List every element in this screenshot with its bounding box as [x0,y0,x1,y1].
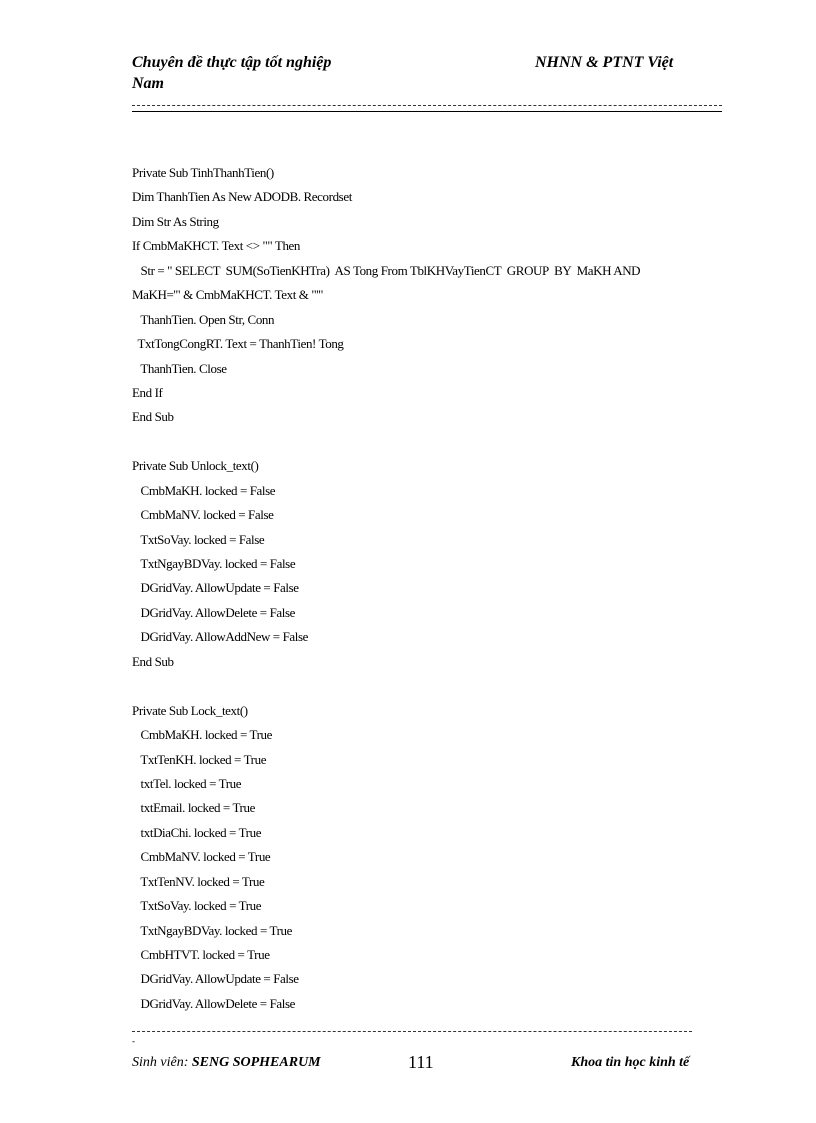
header-title-continuation: Nam [132,75,164,92]
code-line: End If [132,384,163,400]
code-line: CmbMaKH. locked = True [132,727,272,743]
page-number: 111 [408,1052,434,1072]
code-line: TxtNgayBDVay. locked = False [132,556,296,571]
code-line: TxtTenNV. locked = True [132,873,265,889]
footer-department: Khoa tin học kinh tế [571,1055,690,1070]
code-line: DGridVay. AllowUpdate = False [132,580,299,596]
header-dashed-rule [132,105,722,106]
header-solid-rule [132,111,722,112]
code-line: DGridVay. AllowAddNew = False [132,629,309,645]
code-line: Private Sub TinhThanhTien() [132,165,274,180]
footer-student [132,1055,321,1071]
code-line: CmbMaNV. locked = False [132,507,274,523]
code-line: Dim Str As String [132,213,219,229]
code-line: DGridVay. AllowDelete = False [132,604,296,620]
code-line: Private Sub Unlock_text() [132,458,259,474]
footer-dashed-rule [132,1031,692,1032]
code-line: End Sub [132,409,174,425]
code-line: Dim ThanhTien As New ADODB. Recordset [132,189,352,205]
code-blank-line [132,433,732,457]
footer-student-label: Sinh viên: [132,1055,192,1070]
footer-dash-mark: - [132,1036,135,1046]
code-line: ThanhTien. Close [132,360,227,376]
code-line: CmbMaKH. locked = False [132,482,276,498]
code-line: TxtSoVay. locked = True [132,898,262,914]
code-line: TxtNgayBDVay. locked = True [132,922,292,938]
code-line: Private Sub Lock_text() [132,702,248,718]
code-line: If CmbMaKHCT. Text <> "" Then [132,238,301,254]
code-line: End Sub [132,653,174,669]
code-line: DGridVay. AllowUpdate = False [132,971,299,987]
code-line: DGridVay. AllowDelete = False [132,995,296,1011]
code-line: CmbMaNV. locked = True [132,849,271,865]
code-line: txtTel. locked = True [132,775,242,791]
code-line: CmbHTVT. locked = True [132,947,270,962]
header-organization: NHNN & PTNT Việt [535,54,674,71]
footer-student-name: SENG SOPHEARUM [191,1055,321,1070]
header-title: Chuyên đề thực tập tốt nghiệp [132,54,332,71]
code-line: TxtTongCongRT. Text = ThanhTien! Tong [132,336,344,352]
code-line: ThanhTien. Open Str, Conn [132,311,275,327]
code-line: txtEmail. locked = True [132,800,255,816]
code-line: txtDiaChi. locked = True [132,824,262,840]
code-line: Str = " SELECT SUM(SoTienKHTra) AS Tong From TblKHVayTienCT GROUP BY MaKH AND [132,262,641,278]
code-line: TxtSoVay. locked = False [132,531,265,547]
code-line: MaKH='" & CmbMaKHCT. Text & "'" [132,287,324,303]
code-blank-line [132,677,732,701]
code-line: TxtTenKH. locked = True [132,751,267,767]
code-listing [132,164,732,1019]
